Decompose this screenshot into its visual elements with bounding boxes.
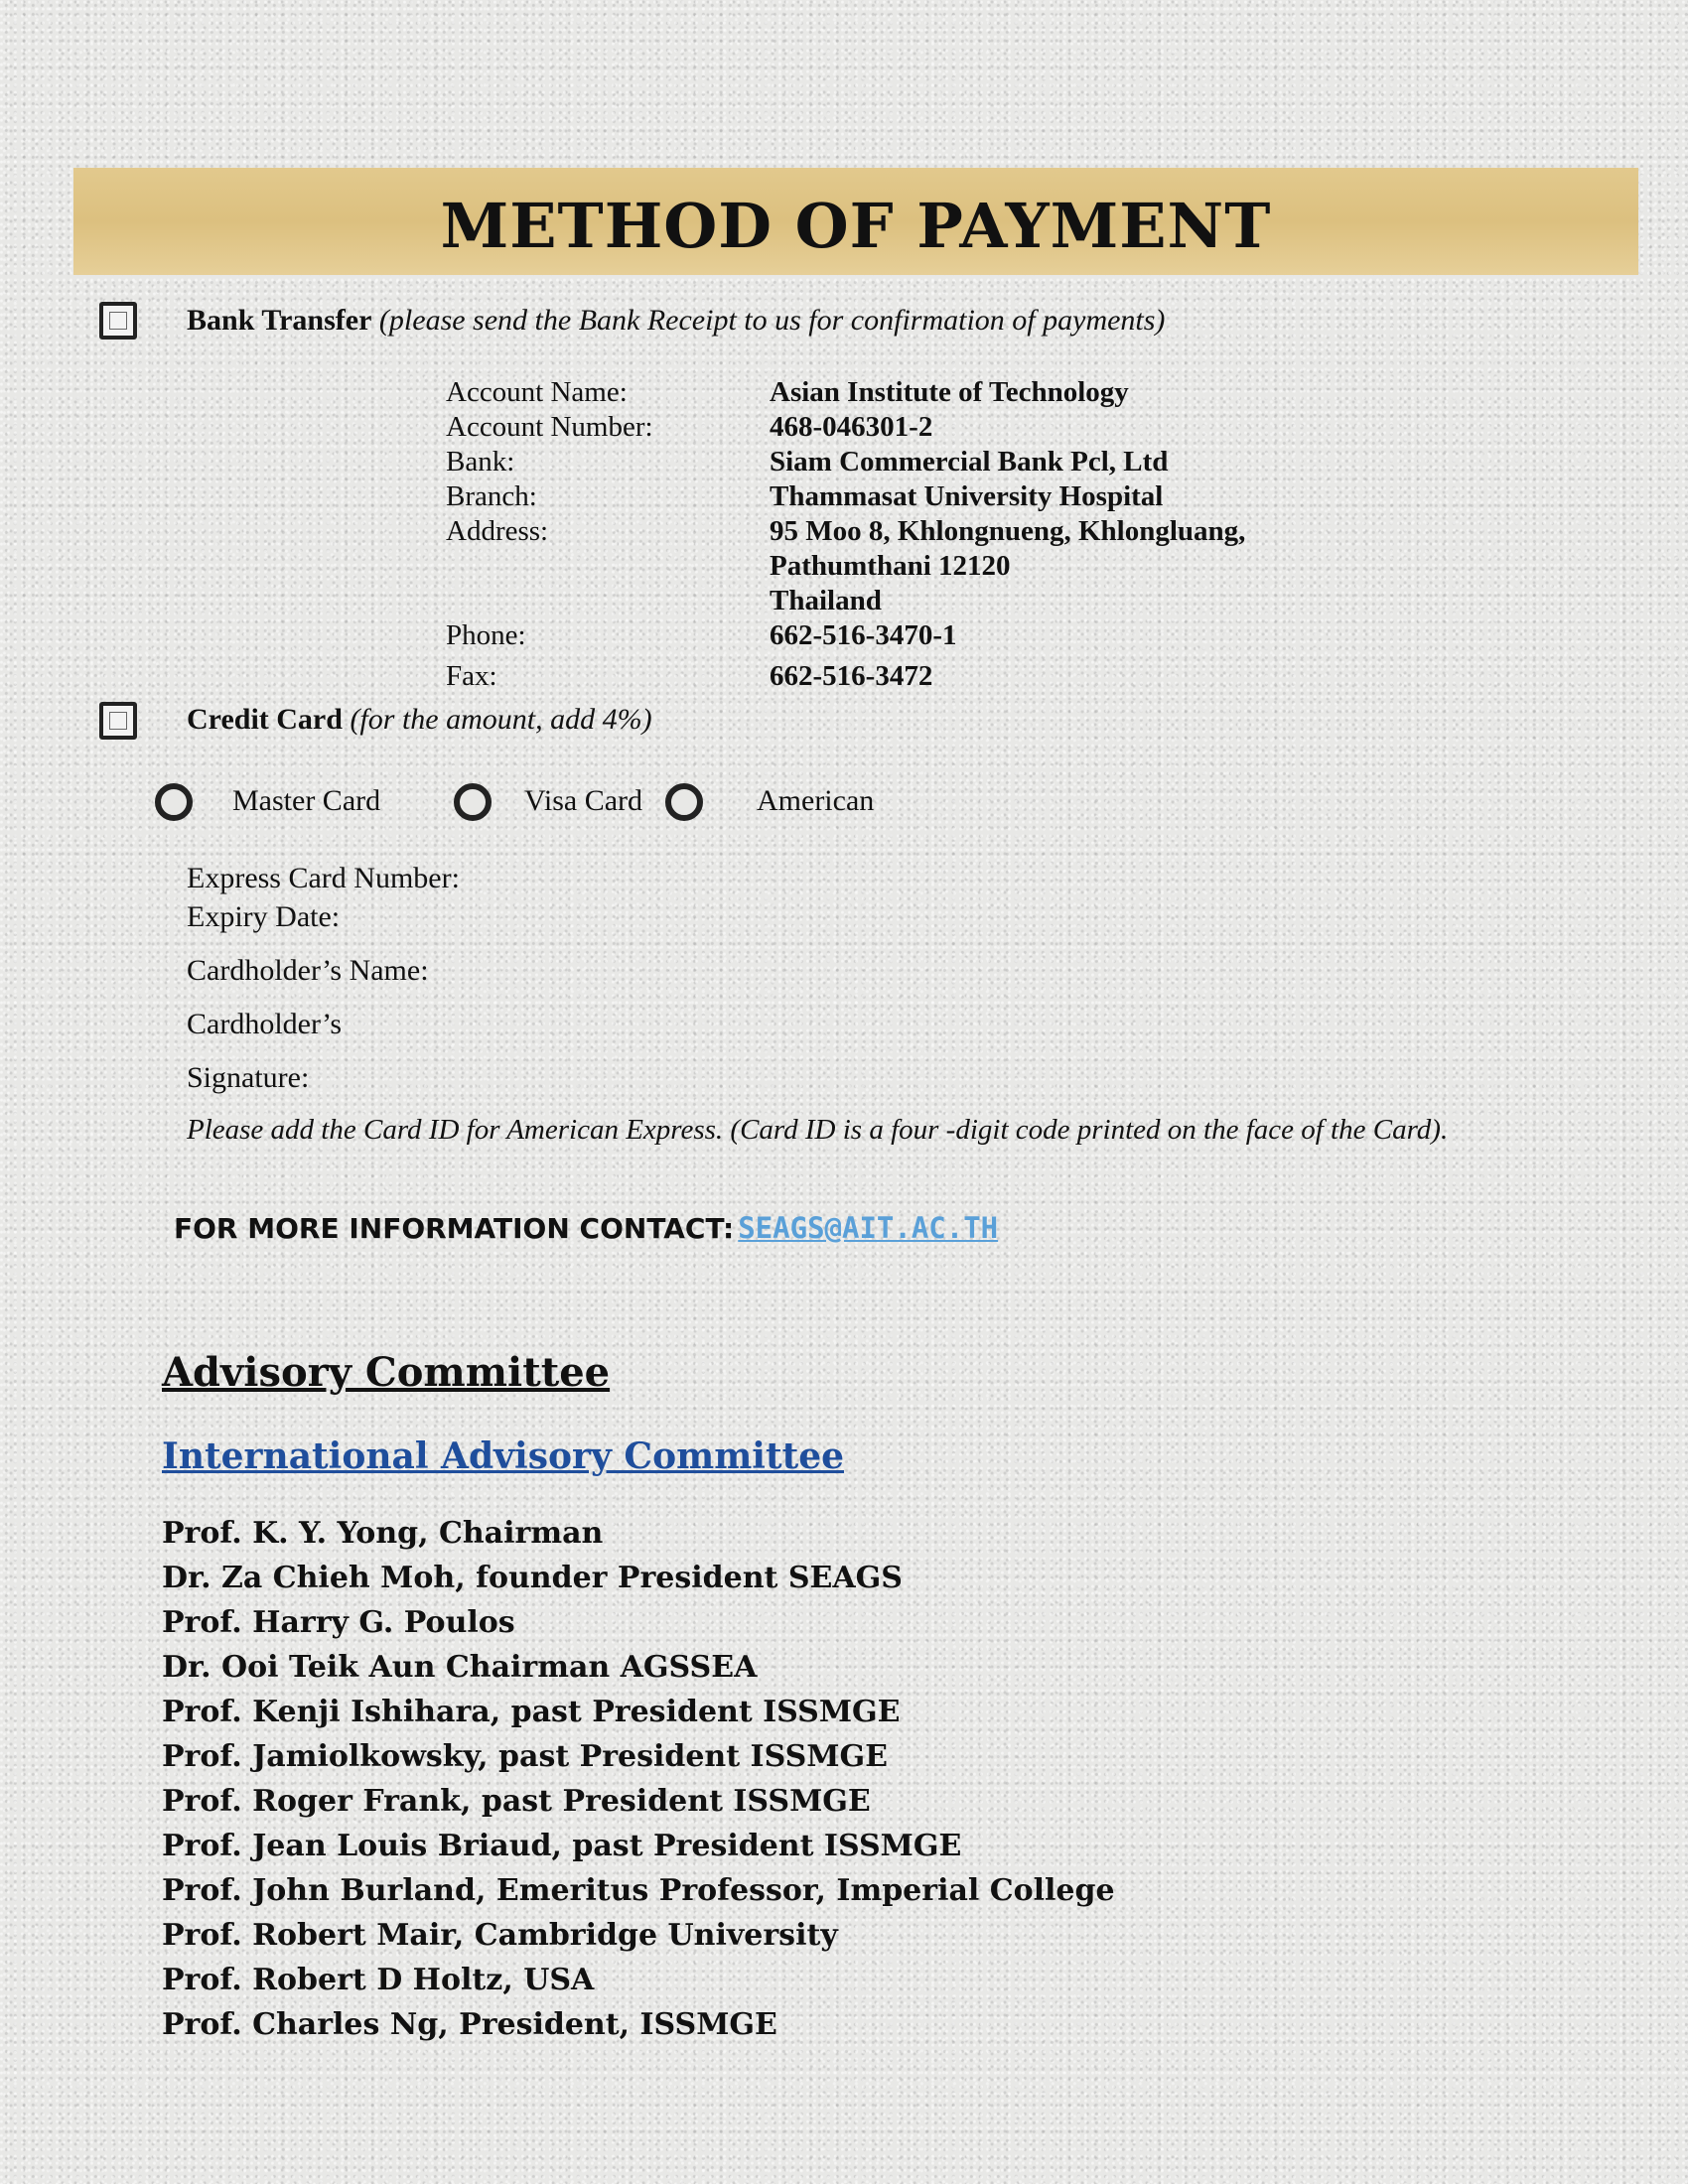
committee-member: Prof. Roger Frank, past President ISSMGE [162,1784,871,1819]
bank-transfer-label: Bank Transfer [187,304,372,337]
committee-member: Prof. Harry G. Poulos [162,1605,515,1640]
detail-value: 662-516-3472 [770,660,933,692]
detail-label: Branch: [446,480,537,512]
contact-line [174,1211,998,1245]
contact-label: FOR MORE INFORMATION CONTACT: [174,1212,735,1245]
detail-label: Fax: [446,660,497,692]
committee-member: Dr. Za Chieh Moh, founder President SEAGS [162,1561,903,1595]
bank-transfer-note: (please send the Bank Receipt to us for confirmation of payments) [378,304,1166,337]
detail-value: Thammasat University Hospital [770,480,1164,512]
amex-note: Please add the Card ID for American Express. (Card ID is a four -digit code printed on the face of the Card). [187,1114,1449,1146]
detail-label: Account Number: [446,411,653,443]
cardholder-name-label: Cardholder’s Name: [187,954,429,987]
bank-transfer-checkbox[interactable] [99,302,137,340]
detail-label: Account Name: [446,376,628,408]
contact-email-link[interactable]: SEAGS@AIT.AC.TH [738,1211,999,1245]
master-card-radio[interactable] [155,783,193,821]
american-express-label: American [757,784,875,817]
detail-value: 95 Moo 8, Khlongnueng, Khlongluang, [770,515,1246,547]
signature-label: Signature: [187,1061,310,1094]
visa-card-radio[interactable] [454,783,492,821]
expiry-date-label: Expiry Date: [187,900,341,933]
credit-card-option [187,703,652,737]
detail-value: 662-516-3470-1 [770,619,957,651]
bank-transfer-option [187,304,1165,338]
advisory-heading: Advisory Committee [162,1349,611,1396]
committee-member: Prof. Jamiolkowsky, past President ISSMGE [162,1739,888,1774]
american-express-radio[interactable] [665,783,703,821]
committee-member: Prof. Jean Louis Briaud, past President ISSMGE [162,1829,962,1863]
detail-value: Pathumthani 12120 [770,550,1011,582]
committee-member: Prof. John Burland, Emeritus Professor, Imperial College [162,1873,1115,1908]
detail-label: Address: [446,515,549,547]
credit-card-label: Credit Card [187,703,343,736]
detail-value: Thailand [770,585,882,616]
committee-member: Dr. Ooi Teik Aun Chairman AGSSEA [162,1650,758,1685]
detail-label: Bank: [446,446,515,478]
master-card-label: Master Card [232,784,381,817]
card-number-label: Express Card Number: [187,862,460,894]
committee-member: Prof. Robert D Holtz, USA [162,1963,595,1997]
credit-card-checkbox[interactable] [99,702,137,740]
international-advisory-link[interactable]: International Advisory Committee [162,1435,845,1477]
title-banner [73,168,1638,275]
committee-member: Prof. Charles Ng, President, ISSMGE [162,2007,777,2042]
detail-value: Siam Commercial Bank Pcl, Ltd [770,446,1169,478]
page-title: METHOD OF PAYMENT [440,190,1272,262]
committee-member: Prof. Kenji Ishihara, past President ISSMGE [162,1695,901,1729]
committee-member: Prof. K. Y. Yong, Chairman [162,1516,604,1551]
detail-value: Asian Institute of Technology [770,376,1129,408]
detail-label: Phone: [446,619,526,651]
visa-card-label: Visa Card [524,784,643,817]
committee-member: Prof. Robert Mair, Cambridge University [162,1918,838,1953]
credit-card-note: (for the amount, add 4%) [350,703,652,736]
cardholder-label: Cardholder’s [187,1008,343,1040]
detail-value: 468-046301-2 [770,411,933,443]
